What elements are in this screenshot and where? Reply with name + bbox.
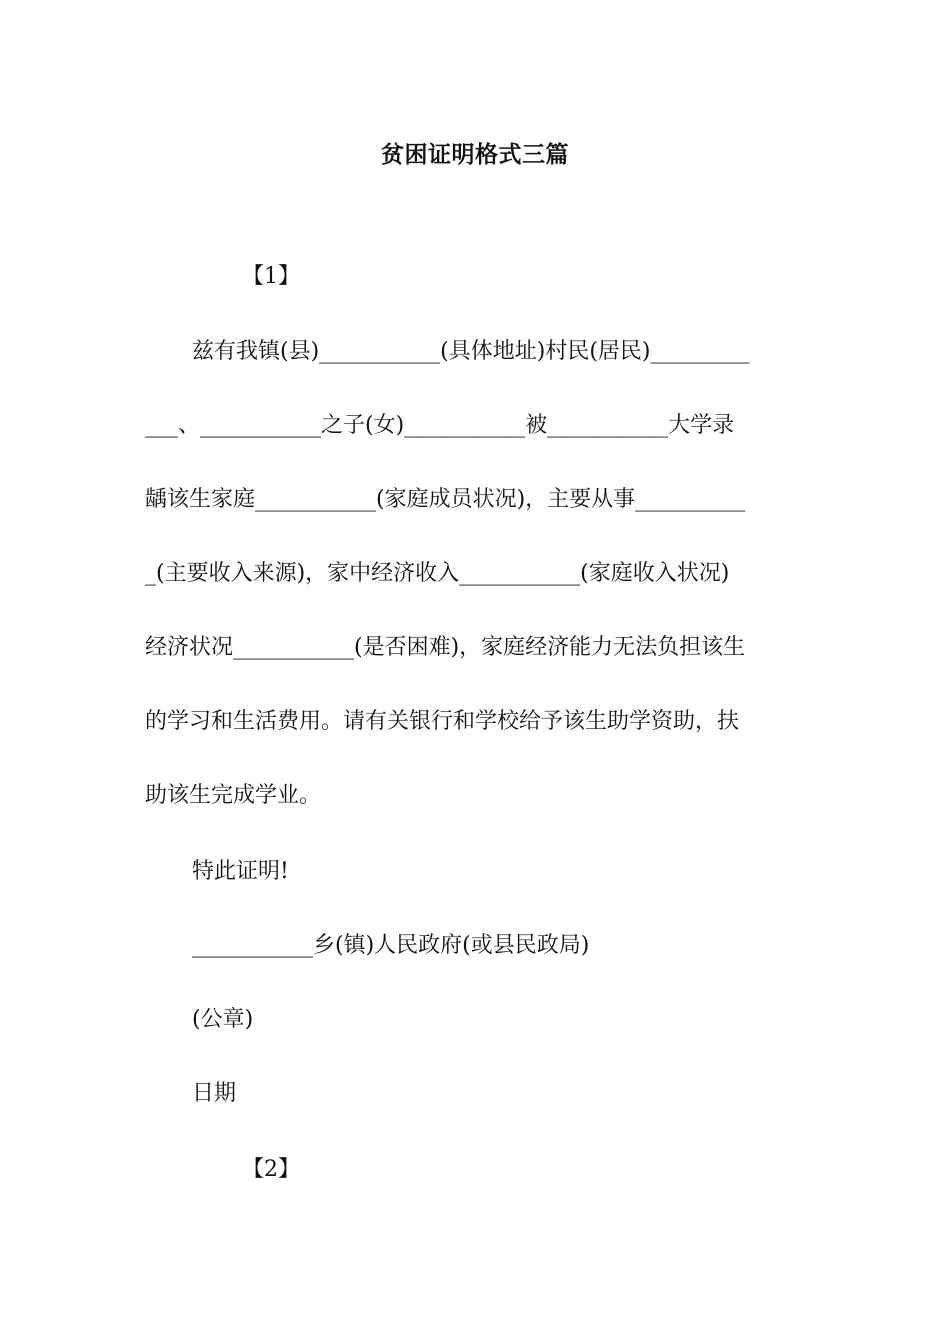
body-line-1: 兹有我镇(县)___________(具体地址)村民(居民)_________ bbox=[192, 339, 750, 364]
body-line-2: ___、___________之子(女)___________被___________大学录 bbox=[145, 413, 735, 438]
certify-text: 特此证明! bbox=[192, 859, 289, 884]
section-marker-1: 【1】 bbox=[242, 264, 300, 289]
body-line-4: _(主要收入来源)，家中经济收入___________(家庭收入状况) bbox=[145, 561, 730, 586]
body-line-6: 的学习和生活费用。请有关银行和学校给予该生助学资助，扶 bbox=[145, 709, 740, 734]
body-line-5: 经济状况___________(是否困难)，家庭经济能力无法负担该生 bbox=[145, 635, 746, 660]
seal-text: (公章) bbox=[192, 1007, 254, 1032]
date-text: 日期 bbox=[192, 1081, 237, 1106]
document-title: 贫困证明格式三篇 bbox=[381, 142, 569, 168]
body-line-3: 龋该生家庭___________(家庭成员状况)，主要从事__________ bbox=[145, 487, 746, 512]
issuer-line: ___________乡(镇)人民政府(或县民政局) bbox=[192, 933, 590, 958]
section-marker-2: 【2】 bbox=[242, 1157, 300, 1182]
body-line-7: 助该生完成学业。 bbox=[145, 783, 322, 808]
